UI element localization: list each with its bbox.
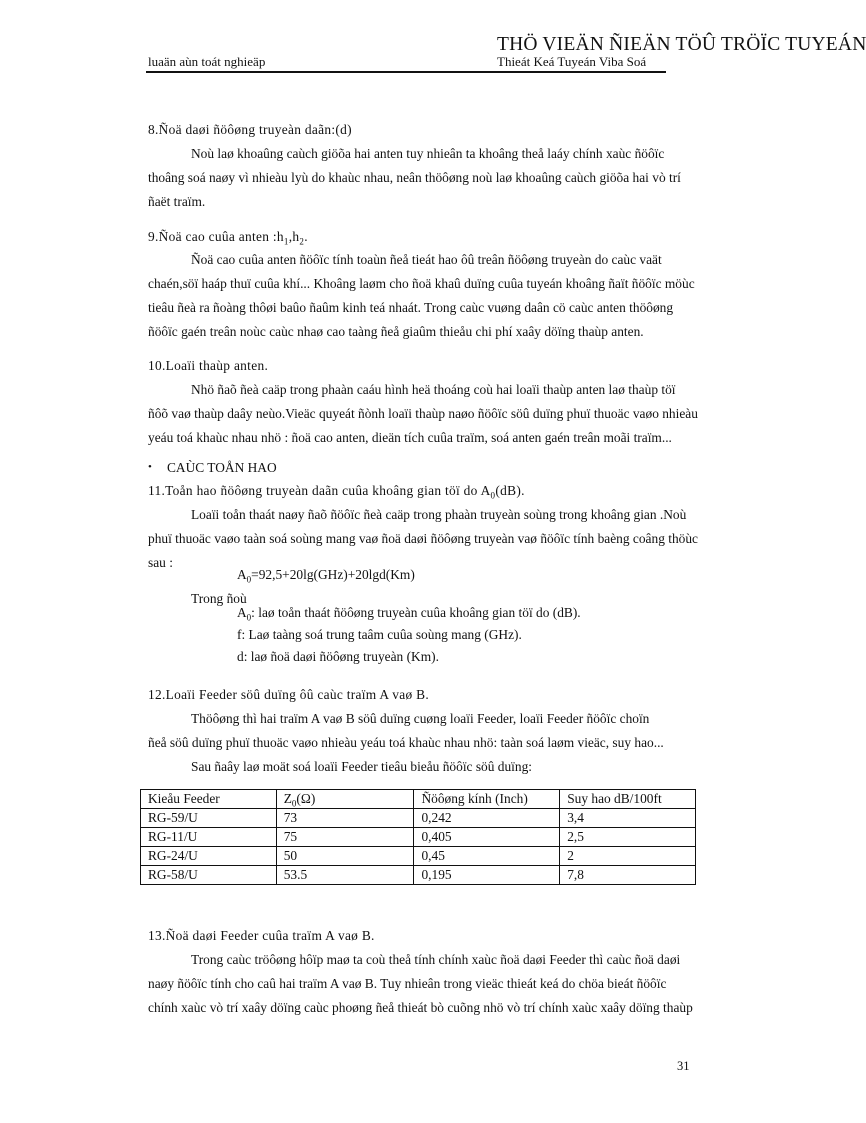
table-cell: 3,4 [560,809,696,828]
section-9-line-4: ñöôïc gaén treân noùc caùc nhaø cao taàng ñeå giaûm thieåu chi phí xaây döïng thaùp anten. [148,324,644,339]
table-cell: RG-59/U [141,809,277,828]
section-12-heading: 12.Loaïi Feeder söû duïng ôû caùc traïm A vaø B. [148,687,430,702]
table-cell: 0,405 [414,828,560,847]
table-cell: 73 [276,809,414,828]
table-row [141,809,696,828]
section-10-heading: 10.Loaïi thaùp anten. [148,358,269,373]
header-cell: $Z_0(\Omega)$ [276,790,414,809]
formula: $A_0=92,5+20\lg(GHz)+20\lg d(Km)$ [237,567,415,585]
section-11-line-2: phuï thuoäc vaøo taàn soá soùng mang vaø ñoä daøi ñöôøng truyeàn vaø ñöôïc tính baèng coâng thöùc [148,531,698,546]
section-12-line-1: Thöôøng thì hai traïm A vaø B söû duïng cuøng loaïi Feeder, loaïi Feeder ñöôïc choïn [191,711,650,726]
section-9-line-3: tieâu ñeà ra ñoàng thôøi baûo ñaûm kinh teá nhaát. Trong caùc vuøng daân cö caùc anten thöôøng [148,300,674,315]
table-row [141,828,696,847]
section-10-line-3: yeáu toá khaùc nhau nhö : ñoä cao anten, dieän tích cuûa traïm, soá anten gaén treân moãi traïm... [148,430,672,445]
section-11-line-1: Loaïi toån thaát naøy ñaõ ñöôïc ñeà caäp trong phaàn truyeàn soùng trong khoâng gian .Noù [191,507,687,522]
table-cell: RG-24/U [141,847,277,866]
header-cell: Ñöôøng kính (Inch) [414,790,560,809]
table-cell: 7,8 [560,866,696,885]
section-8-line-3: ñaët traïm. [148,194,206,209]
section-10-line-1: Nhö ñaõ ñeà caäp trong phaàn caáu hình heä thoáng coù hai loaïi thaùp anten laø thaùp töï [191,382,676,397]
header-rule [146,71,666,73]
library-title: THÖ VIEÄN ÑIEÄN TÖÛ TRÖÏC TUYEÁN [497,34,866,55]
section-11-heading: 11.Toån hao ñöôøng truyeàn daãn cuûa khoâng gian töï do $A_0(dB)$. [148,483,525,501]
section-9-line-1: Ñoä cao cuûa anten ñöôïc tính toaùn ñeå tieát hao ôû treân ñöôøng truyeàn do caùc vaät [191,252,662,267]
table-cell: RG-11/U [141,828,277,847]
section-13-heading: 13.Ñoä daøi Feeder cuûa traïm A vaø B. [148,928,375,943]
table-cell: 53.5 [276,866,414,885]
losses-title: CAÙC TOÅN HAO [167,460,277,475]
section-9-heading: 9.Ñoä cao cuûa anten $:h_1,h_2$. [148,229,308,247]
table-cell: RG-58/U [141,866,277,885]
definition-f: f: Laø taàng soá trung taâm cuûa soùng mang (GHz). [237,627,522,642]
table-cell: 0,195 [414,866,560,885]
table-header-row [141,790,696,809]
section-8-heading: 8.Ñoä daøi ñöôøng truyeàn daãn:(d) [148,122,352,137]
table-row [141,847,696,866]
section-12-line-3: Sau ñaây laø moät soá loaïi Feeder tieâu bieåu ñöôïc söû duïng: [191,759,532,774]
section-13-line-3: chính xaùc vò trí xaây döïng caùc phoøng ñeå thieát bò cuõng nhö vò trí chính xaùc xaây döïng thaùp [148,1000,693,1015]
definition-d: d: laø ñoä daøi ñöôøng truyeàn (Km). [237,649,439,664]
table-cell: 50 [276,847,414,866]
table-cell: 2,5 [560,828,696,847]
header-left-title: luaän aùn toát nghieäp [148,54,266,69]
where-label: Trong ñoù [191,591,247,606]
table-cell: 2 [560,847,696,866]
table-row [141,866,696,885]
section-13-line-1: Trong caùc tröôøng hôïp maø ta coù theå tính chính xaùc ñoä daøi Feeder thì caùc ñoä daøi [191,952,681,967]
table-cell: 75 [276,828,414,847]
table-cell: 0,45 [414,847,560,866]
section-11-line-3: sau : [148,555,173,570]
section-9-line-2: chaén,söï haáp thuï cuûa khí... Khoâng laøm cho ñoä khaû duïng cuûa tuyeán khoâng ñaït ñöôïc möùc [148,276,695,291]
header-cell: Suy hao dB/100ft [560,790,696,809]
section-8-line-1: Noù laø khoaûng caùch giöõa hai anten tuy nhieân ta khoâng theå laáy chính xaùc ñöôïc [191,146,665,161]
section-10-line-2: ñôõ vaø thaùp daây neùo.Vieäc quyeát ñònh loaïi thaùp naøo ñöôïc söû duïng phuï thuoäc vaøo nhieàu [148,406,698,421]
section-8-line-2: thoâng soá naøy vì nhieàu lyù do khaùc nhau, neân thöôøng noù laø khoaûng caùch giöõa hai vò trí [148,170,681,185]
section-12-line-2: ñeå söû duïng phuï thuoäc vaøo nhieàu yeáu toá khaùc nhau nhö: taàn soá laøm vieäc, suy hao... [148,735,664,750]
table-cell: 0,242 [414,809,560,828]
bullet-icon: • [148,461,152,473]
section-13-line-2: naøy ñöôïc tính cho caû hai traïm A vaø B. Tuy nhieân trong vieäc thieát keá do chöa bieát ñöôïc [148,976,667,991]
header-right-title: Thieát Keá Tuyeán Viba Soá [497,54,647,69]
header-cell: Kieåu Feeder [141,790,277,809]
page-number: 31 [677,1059,690,1073]
definition-a0: $A_0$: laø toån thaát ñöôøng truyeàn cuûa khoâng gian töï do (dB). [237,605,581,623]
feeder-table [140,789,696,885]
